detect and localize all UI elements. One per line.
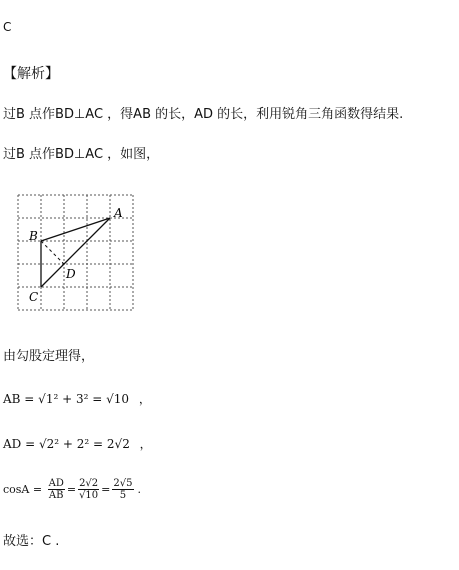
eq-ad-tail: ， <box>139 437 152 451</box>
frac2-num: 2√2 <box>79 478 99 489</box>
pythagoras-line: 由勾股定理得， <box>3 349 95 364</box>
eq-ab-mid: = <box>88 392 107 406</box>
eq-ad-radicand: 2² + 2² <box>46 437 90 451</box>
segment-bd-dashed <box>41 241 64 264</box>
eq-ad-lhs: AD = <box>3 437 39 451</box>
equation-ad <box>3 435 152 452</box>
equation-cos <box>3 478 141 501</box>
eq-ad-result: 2 <box>122 437 130 451</box>
geometry-figure <box>0 185 160 325</box>
eq-ab-tail: ， <box>138 392 151 406</box>
radical-sign: √ <box>114 437 123 451</box>
label-c: C <box>29 290 39 304</box>
construction-step: 过B 点作BD⊥AC ，如图， <box>3 147 160 162</box>
analysis-heading: 【解析】 <box>3 66 59 82</box>
label-b: B <box>29 229 38 243</box>
equals-sign: = <box>66 483 77 496</box>
label-d: D <box>66 267 76 281</box>
frac3-num: 2√5 <box>113 478 133 489</box>
eq-ab-lhs: AB = <box>3 392 39 406</box>
equation-ab <box>3 390 151 407</box>
eq-cos-lhs: cosA = <box>3 483 43 496</box>
frac3-den: 5 <box>119 490 127 501</box>
frac1-den: AB <box>48 490 64 501</box>
fraction-ad-ab <box>48 478 65 501</box>
label-a: A <box>114 206 123 220</box>
eq-ad-mid: = 2 <box>89 437 115 451</box>
eq-cos-tail: . <box>137 483 141 496</box>
radical-sign: √ <box>38 392 46 406</box>
radical-sign: √ <box>106 392 114 406</box>
eq-ab-result: 10 <box>113 392 130 406</box>
analysis-intro: 过B 点作BD⊥AC ，得AB 的长，AD 的长，利用锐角三角函数得结果. <box>3 107 404 122</box>
eq-ab-radicand: 1² + 3² <box>45 392 89 406</box>
fraction-2sqrt2-sqrt10 <box>78 478 99 501</box>
frac1-num: AD <box>48 478 64 489</box>
frac2-den: √10 <box>79 490 99 501</box>
radical-sign: √ <box>38 437 47 451</box>
fraction-2sqrt5-5 <box>112 478 133 501</box>
segment-ab <box>41 218 110 241</box>
conclusion-line: 故选：C . <box>3 534 60 549</box>
answer-letter: C <box>3 20 12 34</box>
equals-sign: = <box>101 483 111 496</box>
